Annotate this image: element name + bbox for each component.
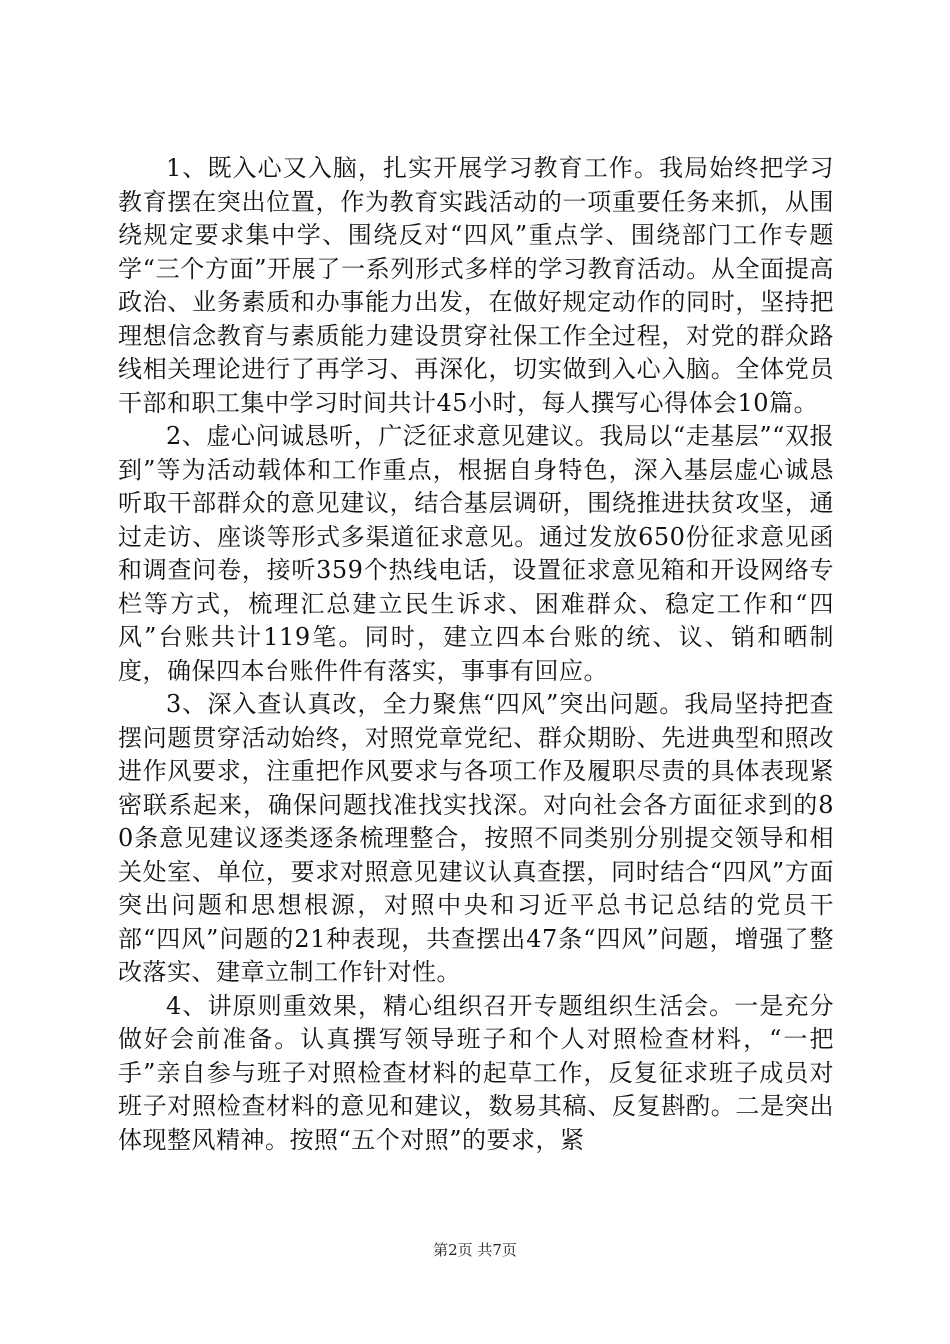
paragraph-life-meeting: 4、讲原则重效果，精心组织召开专题组织生活会。一是充分做好会前准备。认真撰写领导班子和个人对照检查材料，“一把手”亲自参与班子对照检查材料的起草工作，反复征求班子成员对班子对照检查材料的意见和建议，数易其稿、反复斟酌。二是突出体现整风精神。按照“五个对照”的要求，紧 <box>118 991 834 1154</box>
paragraph-study-education: 1、既入心又入脑，扎实开展学习教育工作。我局始终把学习教育摆在突出位置，作为教育实践活动的一项重要任务来抓，从围绕规定要求集中学、围绕反对“四风”重点学、围绕部门工作专题学“三个方面”开展了一系列形式多样的学习教育活动。从全面提高政治、业务素质和办事能力出发，在做好规定动作的同时，坚持把理想信念教育与素质能力建设贯穿社保工作全过程，对党的群众路线相关理论进行了再学习、再深化，切实做到入心入脑。全体党员干部和职工集中学习时间共计45小时，每人撰写心得体会10篇。 <box>118 154 834 417</box>
paragraph-four-winds-problems: 3、深入查认真改，全力聚焦“四风”突出问题。我局坚持把查摆问题贯穿活动始终，对照党章党纪、群众期盼、先进典型和照改进作风要求，注重把作风要求与各项工作及履职尽责的具体表现紧密联系起来，确保问题找准找实找深。对向社会各方面征求到的80条意见建议逐类逐条梳理整合，按照不同类别分别提交领导和相关处室、单位，要求对照意见建议认真查摆，同时结合“四风”方面突出问题和思想根源，对照中央和习近平总书记总结的党员干部“四风”问题的21种表现，共查摆出47条“四风”问题，增强了整改落实、建章立制工作针对性。 <box>118 690 834 986</box>
document-body <box>118 152 834 1157</box>
paragraph-solicit-opinions: 2、虚心问诚恳听，广泛征求意见建议。我局以“走基层”“双报到”等为活动载体和工作重点，根据自身特色，深入基层虚心诚恳听取干部群众的意见建议，结合基层调研，围绕推进扶贫攻坚，通过走访、座谈等形式多渠道征求意见。通过发放650份征求意见函和调查问卷，接听359个热线电话，设置征求意见箱和开设网络专栏等方式，梳理汇总建立民生诉求、困难群众、稳定工作和“四风”台账共计119笔。同时，建立四本台账的统、议、销和晒制度，确保四本台账件件有落实，事事有回应。 <box>118 422 834 685</box>
page-number-footer: 第2页 共7页 <box>433 1241 517 1259</box>
